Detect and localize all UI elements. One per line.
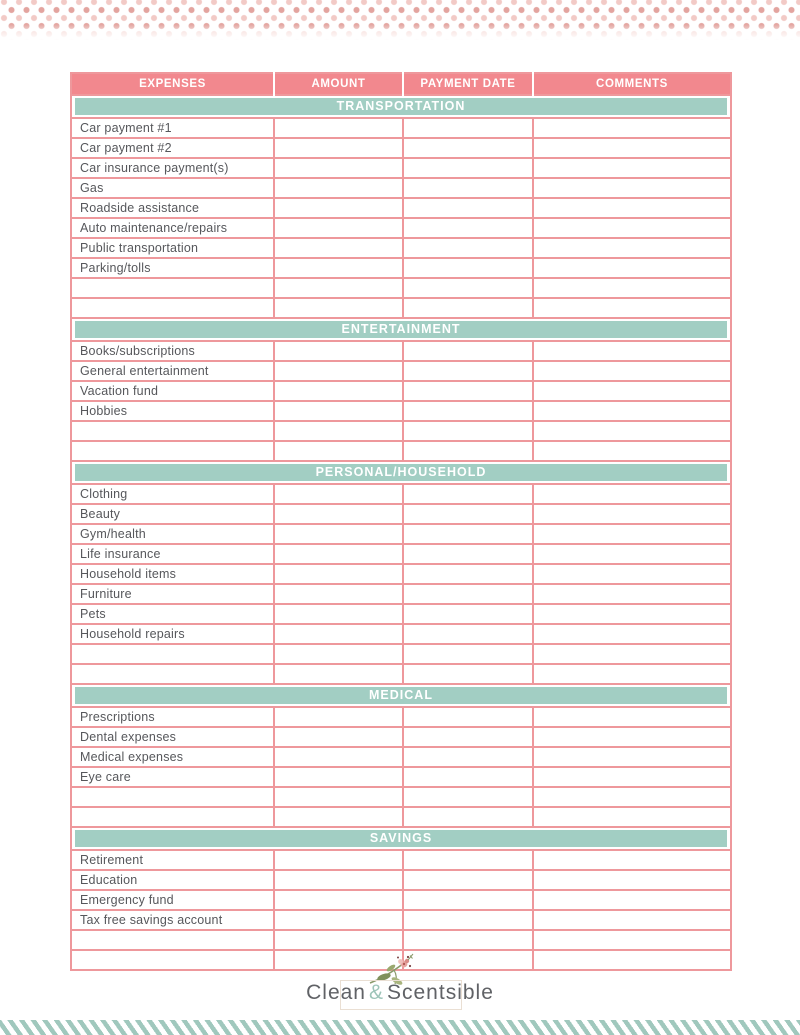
comments-cell <box>533 564 731 584</box>
table-row <box>71 604 731 624</box>
payment-date-cell <box>403 401 533 421</box>
comments-cell <box>533 584 731 604</box>
brand-ampersand: & <box>368 981 384 1004</box>
amount-cell <box>274 158 403 178</box>
table-row <box>71 544 731 564</box>
amount-cell <box>274 178 403 198</box>
payment-date-cell <box>403 504 533 524</box>
table-row <box>71 504 731 524</box>
expense-cell: Parking/tolls <box>71 258 274 278</box>
payment-date-cell <box>403 787 533 807</box>
expense-cell: Life insurance <box>71 544 274 564</box>
amount-cell <box>274 807 403 827</box>
brand-name-part2: Scentsible <box>387 981 494 1004</box>
amount-cell <box>274 218 403 238</box>
payment-date-cell <box>403 118 533 138</box>
section-band-cell <box>71 461 731 484</box>
expense-cell: Education <box>71 870 274 890</box>
table-row <box>71 910 731 930</box>
table-row <box>71 118 731 138</box>
amount-cell <box>274 664 403 684</box>
expense-cell: General entertainment <box>71 361 274 381</box>
table-row <box>71 787 731 807</box>
expense-cell <box>71 644 274 664</box>
comments-cell <box>533 544 731 564</box>
table-row <box>71 584 731 604</box>
brand-wordmark <box>0 981 800 1005</box>
table-row <box>71 158 731 178</box>
amount-cell <box>274 118 403 138</box>
payment-date-cell <box>403 707 533 727</box>
payment-date-cell <box>403 767 533 787</box>
section-header-row <box>71 461 731 484</box>
payment-date-cell <box>403 361 533 381</box>
payment-date-cell <box>403 564 533 584</box>
comments-cell <box>533 504 731 524</box>
table-row <box>71 850 731 870</box>
payment-date-cell <box>403 624 533 644</box>
table-row <box>71 727 731 747</box>
comments-cell <box>533 524 731 544</box>
amount-cell <box>274 341 403 361</box>
comments-cell <box>533 624 731 644</box>
table-row <box>71 767 731 787</box>
comments-cell <box>533 421 731 441</box>
comments-cell <box>533 218 731 238</box>
table-row <box>71 198 731 218</box>
section-header-row <box>71 318 731 341</box>
amount-cell <box>274 624 403 644</box>
expense-cell: Auto maintenance/repairs <box>71 218 274 238</box>
expense-cell <box>71 421 274 441</box>
table-row <box>71 441 731 461</box>
expense-cell: Medical expenses <box>71 747 274 767</box>
amount-cell <box>274 544 403 564</box>
payment-date-cell <box>403 298 533 318</box>
expense-cell: Furniture <box>71 584 274 604</box>
amount-cell <box>274 707 403 727</box>
section-title: SAVINGS <box>75 830 727 847</box>
comments-cell <box>533 138 731 158</box>
amount-cell <box>274 484 403 504</box>
section-band-cell <box>71 318 731 341</box>
expense-cell: Roadside assistance <box>71 198 274 218</box>
comments-cell <box>533 870 731 890</box>
payment-date-cell <box>403 930 533 950</box>
section-band-cell <box>71 95 731 118</box>
comments-cell <box>533 644 731 664</box>
table-row <box>71 278 731 298</box>
payment-date-cell <box>403 747 533 767</box>
expense-cell: Beauty <box>71 504 274 524</box>
comments-cell <box>533 158 731 178</box>
expense-cell: Hobbies <box>71 401 274 421</box>
payment-date-cell <box>403 910 533 930</box>
expense-cell <box>71 930 274 950</box>
table-row <box>71 930 731 950</box>
table-row <box>71 421 731 441</box>
amount-cell <box>274 524 403 544</box>
amount-cell <box>274 644 403 664</box>
table-row <box>71 298 731 318</box>
amount-cell <box>274 564 403 584</box>
comments-cell <box>533 178 731 198</box>
expense-cell: Books/subscriptions <box>71 341 274 361</box>
comments-cell <box>533 361 731 381</box>
payment-date-cell <box>403 727 533 747</box>
comments-cell <box>533 278 731 298</box>
comments-cell <box>533 850 731 870</box>
expense-cell: Tax free savings account <box>71 910 274 930</box>
amount-cell <box>274 421 403 441</box>
payment-date-cell <box>403 604 533 624</box>
expense-cell <box>71 298 274 318</box>
amount-cell <box>274 930 403 950</box>
payment-date-cell <box>403 807 533 827</box>
amount-cell <box>274 870 403 890</box>
comments-cell <box>533 341 731 361</box>
section-title: MEDICAL <box>75 687 727 704</box>
section-header-row <box>71 684 731 707</box>
payment-date-cell <box>403 158 533 178</box>
amount-cell <box>274 361 403 381</box>
amount-cell <box>274 278 403 298</box>
amount-cell <box>274 238 403 258</box>
comments-cell <box>533 767 731 787</box>
table-row <box>71 807 731 827</box>
table-row <box>71 341 731 361</box>
amount-cell <box>274 890 403 910</box>
amount-cell <box>274 298 403 318</box>
comments-cell <box>533 118 731 138</box>
amount-cell <box>274 401 403 421</box>
section-title: PERSONAL/HOUSEHOLD <box>75 464 727 481</box>
payment-date-cell <box>403 381 533 401</box>
amount-cell <box>274 258 403 278</box>
payment-date-cell <box>403 218 533 238</box>
comments-cell <box>533 664 731 684</box>
section-header-row <box>71 827 731 850</box>
comments-cell <box>533 930 731 950</box>
payment-date-cell <box>403 238 533 258</box>
payment-date-cell <box>403 584 533 604</box>
amount-cell <box>274 787 403 807</box>
expense-cell: Car payment #1 <box>71 118 274 138</box>
amount-cell <box>274 767 403 787</box>
expense-cell: Public transportation <box>71 238 274 258</box>
column-header: PAYMENT DATE <box>403 73 533 95</box>
payment-date-cell <box>403 870 533 890</box>
payment-date-cell <box>403 198 533 218</box>
payment-date-cell <box>403 890 533 910</box>
payment-date-cell <box>403 421 533 441</box>
table-row <box>71 564 731 584</box>
payment-date-cell <box>403 258 533 278</box>
table-row <box>71 664 731 684</box>
payment-date-cell <box>403 544 533 564</box>
comments-cell <box>533 727 731 747</box>
payment-date-cell <box>403 138 533 158</box>
payment-date-cell <box>403 950 533 970</box>
comments-cell <box>533 238 731 258</box>
payment-date-cell <box>403 178 533 198</box>
amount-cell <box>274 504 403 524</box>
expense-cell: Dental expenses <box>71 727 274 747</box>
amount-cell <box>274 850 403 870</box>
expense-cell <box>71 807 274 827</box>
amount-cell <box>274 910 403 930</box>
column-header: EXPENSES <box>71 73 274 95</box>
amount-cell <box>274 604 403 624</box>
payment-date-cell <box>403 441 533 461</box>
expense-cell <box>71 441 274 461</box>
table-row <box>71 890 731 910</box>
section-header-row <box>71 95 731 118</box>
table-row <box>71 747 731 767</box>
expense-cell: Eye care <box>71 767 274 787</box>
payment-date-cell <box>403 524 533 544</box>
comments-cell <box>533 441 731 461</box>
amount-cell <box>274 584 403 604</box>
section-title: ENTERTAINMENT <box>75 321 727 338</box>
expense-cell: Prescriptions <box>71 707 274 727</box>
expense-cell <box>71 950 274 970</box>
expense-cell: Retirement <box>71 850 274 870</box>
comments-cell <box>533 198 731 218</box>
expense-cell: Car insurance payment(s) <box>71 158 274 178</box>
payment-date-cell <box>403 341 533 361</box>
table-row <box>71 138 731 158</box>
expense-cell: Pets <box>71 604 274 624</box>
section-title: TRANSPORTATION <box>75 98 727 115</box>
amount-cell <box>274 198 403 218</box>
comments-cell <box>533 298 731 318</box>
table-row <box>71 524 731 544</box>
comments-cell <box>533 707 731 727</box>
section-band-cell <box>71 684 731 707</box>
comments-cell <box>533 807 731 827</box>
amount-cell <box>274 138 403 158</box>
payment-date-cell <box>403 484 533 504</box>
comments-cell <box>533 381 731 401</box>
table-row <box>71 178 731 198</box>
table-row <box>71 381 731 401</box>
amount-cell <box>274 747 403 767</box>
expense-cell: Household items <box>71 564 274 584</box>
table-row <box>71 238 731 258</box>
expense-cell <box>71 664 274 684</box>
column-header: AMOUNT <box>274 73 403 95</box>
amount-cell <box>274 727 403 747</box>
table-row <box>71 361 731 381</box>
amount-cell <box>274 381 403 401</box>
expense-cell <box>71 278 274 298</box>
column-header-row <box>71 73 731 95</box>
expense-cell: Household repairs <box>71 624 274 644</box>
comments-cell <box>533 258 731 278</box>
diagonal-stripe-border <box>0 1020 800 1035</box>
table-row <box>71 401 731 421</box>
comments-cell <box>533 604 731 624</box>
expense-cell: Car payment #2 <box>71 138 274 158</box>
table-row <box>71 624 731 644</box>
expenses-table <box>70 72 732 971</box>
comments-cell <box>533 950 731 970</box>
polka-dot-border <box>0 0 800 42</box>
table-row <box>71 258 731 278</box>
expense-cell: Vacation fund <box>71 381 274 401</box>
comments-cell <box>533 910 731 930</box>
section-band-cell <box>71 827 731 850</box>
expense-cell: Gym/health <box>71 524 274 544</box>
column-header: COMMENTS <box>533 73 731 95</box>
comments-cell <box>533 890 731 910</box>
expense-cell: Clothing <box>71 484 274 504</box>
expense-cell <box>71 787 274 807</box>
table-row <box>71 218 731 238</box>
payment-date-cell <box>403 850 533 870</box>
expense-cell: Emergency fund <box>71 890 274 910</box>
payment-date-cell <box>403 644 533 664</box>
amount-cell <box>274 441 403 461</box>
brand-name-part1: Clean <box>306 981 366 1004</box>
table-row <box>71 870 731 890</box>
table-row <box>71 484 731 504</box>
comments-cell <box>533 401 731 421</box>
payment-date-cell <box>403 664 533 684</box>
comments-cell <box>533 484 731 504</box>
table-row <box>71 644 731 664</box>
table-row <box>71 707 731 727</box>
expense-cell: Gas <box>71 178 274 198</box>
payment-date-cell <box>403 278 533 298</box>
comments-cell <box>533 747 731 767</box>
comments-cell <box>533 787 731 807</box>
